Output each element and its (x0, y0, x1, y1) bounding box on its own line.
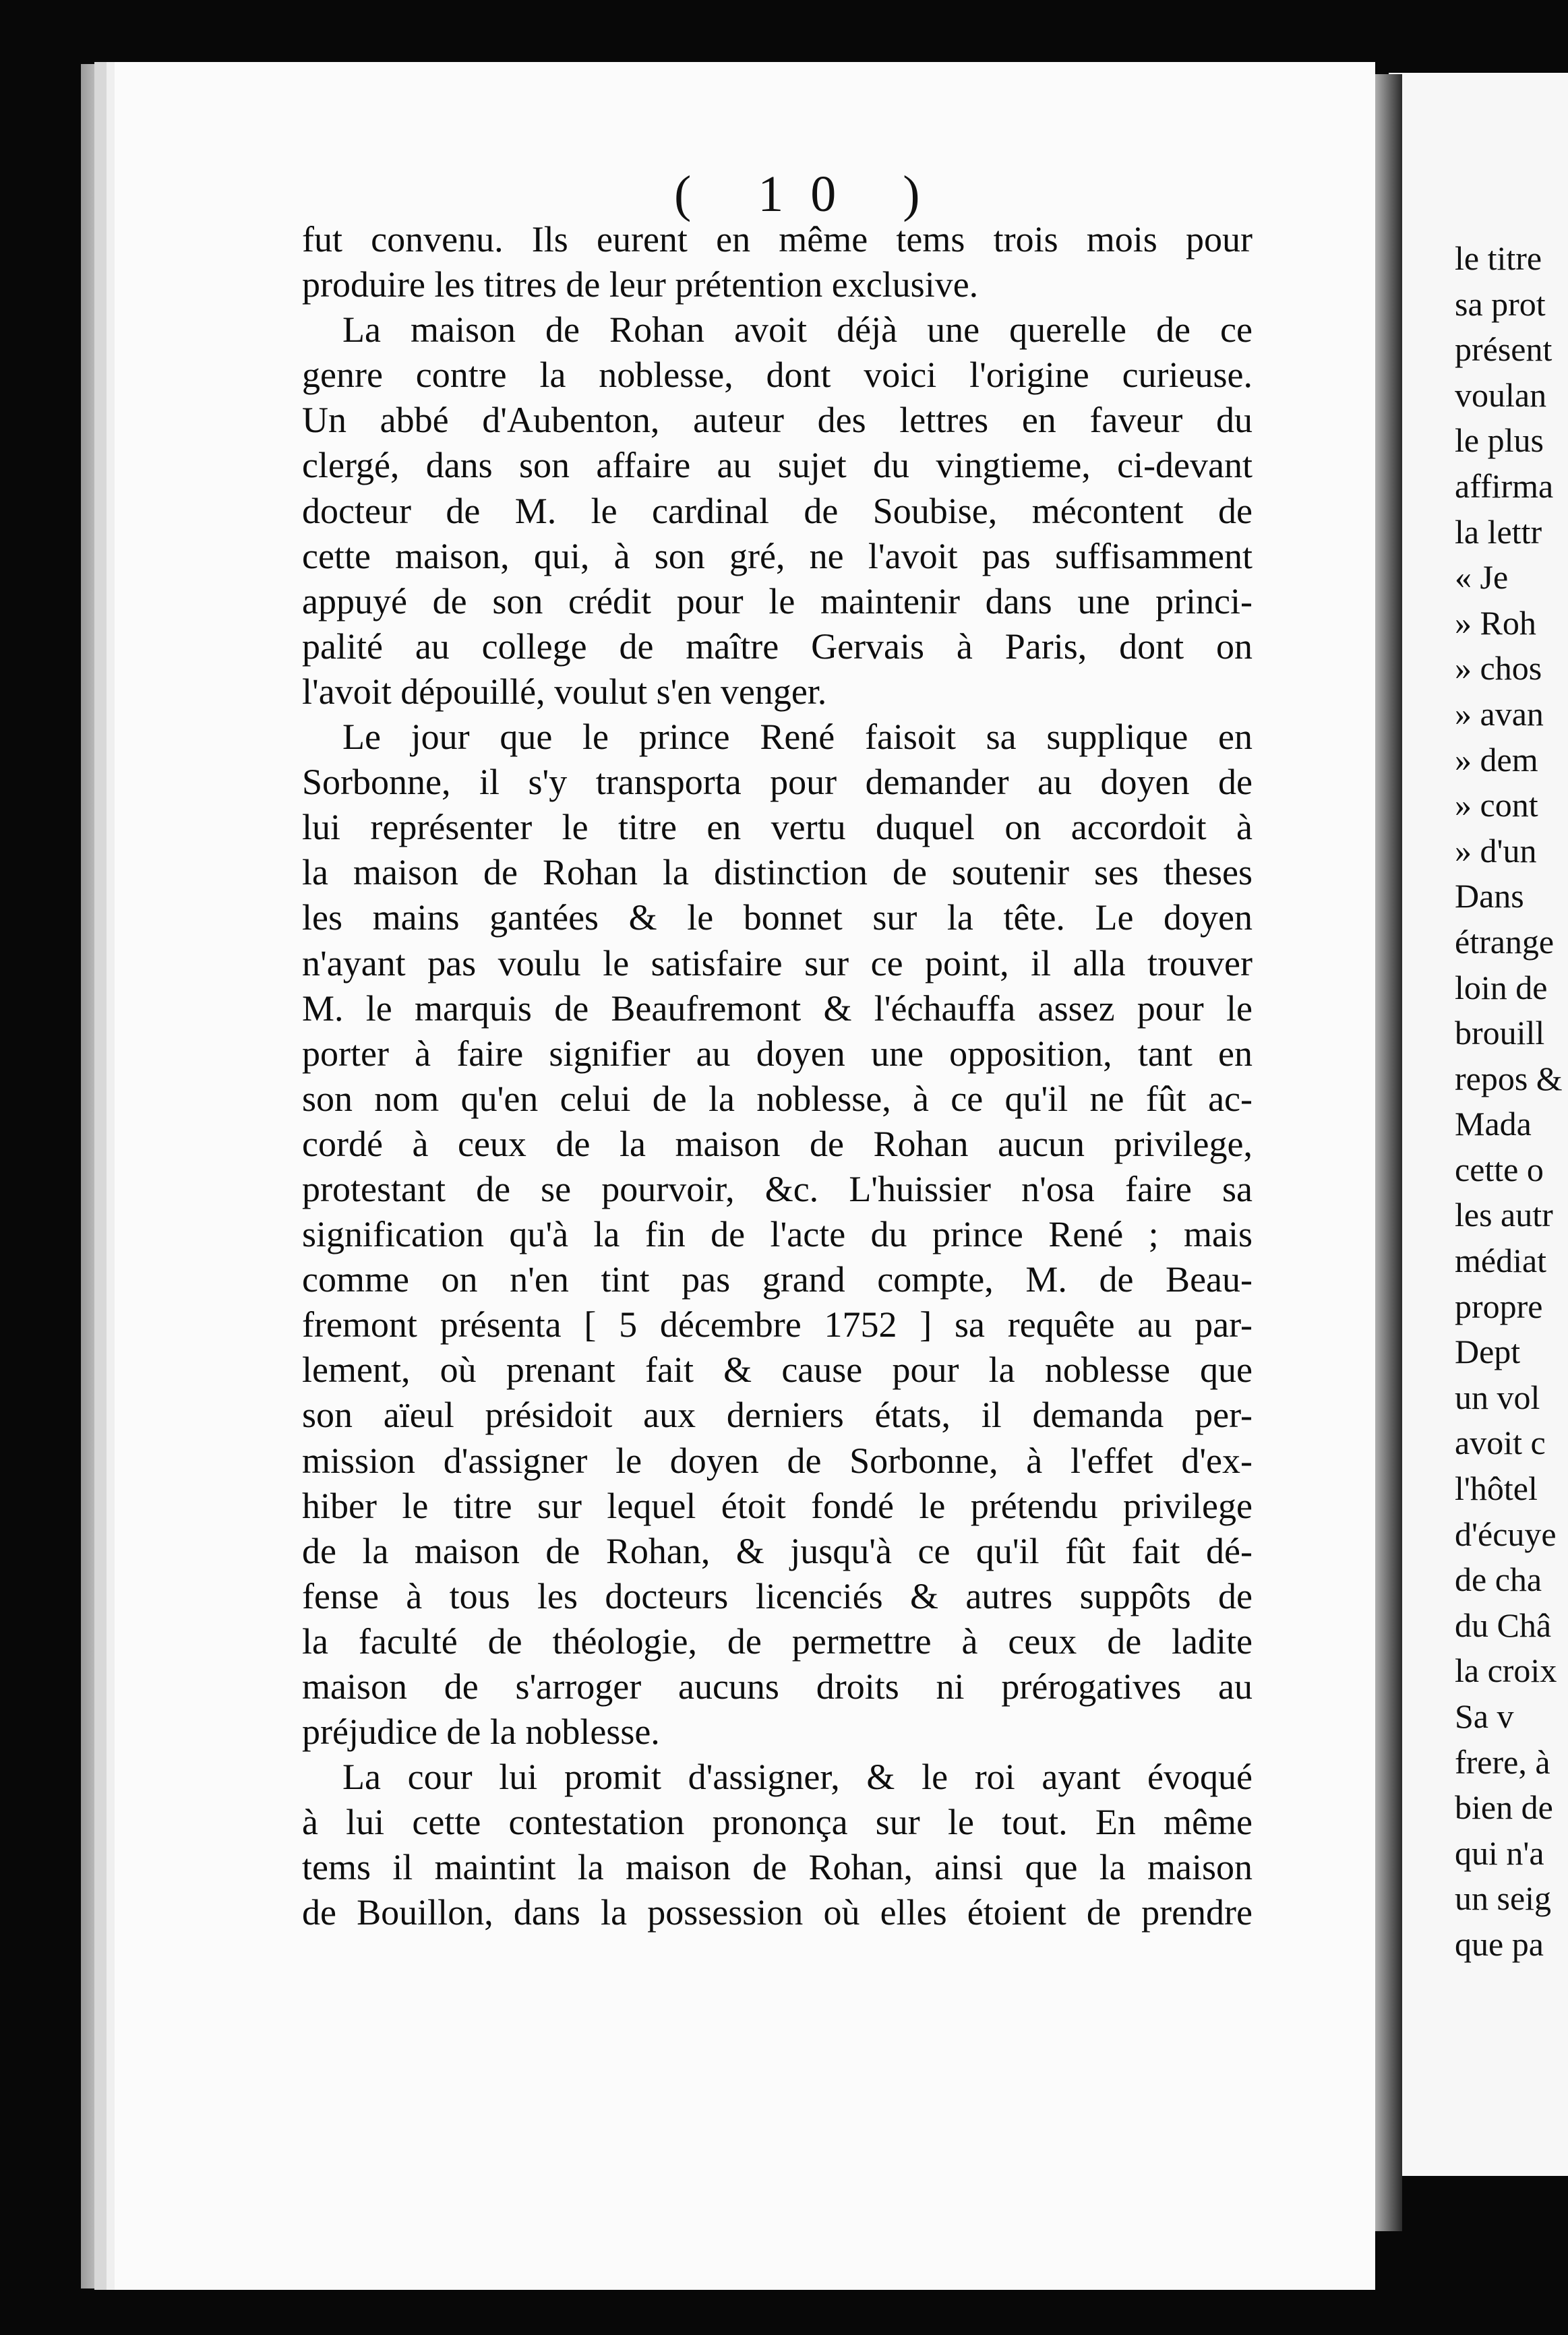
text-line: de la maison de Rohan, & jusqu'à ce qu'il fût fait dé- (302, 1530, 1253, 1571)
facing-text-line: présent (1455, 330, 1552, 369)
text-line: les mains gantées & le bonnet sur la tête. Le doyen (302, 897, 1253, 938)
facing-text-line: Sa v (1455, 1697, 1514, 1735)
text-line: appuyé de son crédit pour le maintenir dans une princi- (302, 580, 1253, 621)
page-number: ( 10 ) (674, 166, 947, 222)
text-line: La cour lui promit d'assigner, & le roi ayant évoqué (342, 1757, 1253, 1798)
facing-text-line: qui n'a (1455, 1833, 1544, 1872)
facing-text-line: affirma (1455, 466, 1554, 505)
text-line: n'ayant pas voulu le satisfaire sur ce point, il alla trouver (302, 942, 1253, 983)
text-line: palité au college de maître Gervais à Paris, dont on (302, 626, 1253, 667)
text-line: tems il maintint la maison de Rohan, ainsi que la maison (302, 1847, 1253, 1888)
text-line: son nom qu'en celui de la noblesse, à ce qu'il ne fût ac- (302, 1078, 1253, 1119)
text-line: Sorbonne, il s'y transporta pour demander au doyen de (302, 762, 1253, 803)
facing-text-line: d'écuye (1455, 1515, 1557, 1553)
facing-text-line: le plus (1455, 421, 1544, 460)
text-line: docteur de M. le cardinal de Soubise, mécontent de (302, 490, 1253, 531)
text-line: de Bouillon, dans la possession où elles étoient de prendre (302, 1892, 1253, 1933)
text-line: hiber le titre sur lequel étoit fondé le prétendu privilege (302, 1485, 1253, 1526)
facing-text-line: que pa (1455, 1924, 1544, 1963)
text-line: préjudice de la noblesse. (302, 1711, 660, 1753)
text-line: fremont présenta [ 5 décembre 1752 ] sa requête au par- (302, 1304, 1253, 1345)
facing-text-line: brouill (1455, 1014, 1545, 1052)
text-line: protestant de se pourvoir, &c. L'huissier n'osa faire sa (302, 1168, 1253, 1209)
text-line: lui représenter le titre en vertu duquel on accordoit à (302, 807, 1253, 848)
facing-text-line: » d'un (1455, 831, 1537, 870)
text-line: comme on n'en tint pas grand compte, M. de Beau- (302, 1259, 1253, 1300)
facing-text-line: » Roh (1455, 603, 1536, 642)
facing-text-line: la lettr (1455, 512, 1542, 551)
facing-text-line: loin de (1455, 968, 1548, 1006)
text-line: fense à tous les docteurs licenciés & autres suppôts de (302, 1575, 1253, 1616)
text-line: lement, où prenant fait & cause pour la noblesse que (302, 1350, 1253, 1391)
facing-text-line: » cont (1455, 786, 1538, 824)
facing-text-line: médiat (1455, 1242, 1547, 1280)
facing-text-line: Mada (1455, 1105, 1532, 1143)
facing-text-line: voulan (1455, 375, 1547, 414)
facing-text-line: avoit c (1455, 1424, 1546, 1462)
facing-text-line: Dept (1455, 1333, 1521, 1371)
facing-text-line: les autr (1455, 1196, 1553, 1234)
facing-text-line: le titre (1455, 239, 1542, 277)
text-line: son aïeul présidoit aux derniers états, il demanda per- (302, 1395, 1253, 1436)
page-body-text (302, 217, 1253, 1936)
facing-text-line: un seig (1455, 1879, 1552, 1918)
text-line: Un abbé d'Aubenton, auteur des lettres en faveur du (302, 400, 1253, 441)
facing-text-line: » dem (1455, 740, 1538, 779)
text-line: M. le marquis de Beaufremont & l'échauffa assez pour le (302, 988, 1253, 1029)
facing-text-line: frere, à (1455, 1742, 1550, 1781)
facing-text-line: repos & (1455, 1059, 1563, 1097)
facing-text-line: la croix (1455, 1651, 1557, 1690)
text-line: Le jour que le prince René faisoit sa supplique en (342, 717, 1253, 758)
facing-text-line: cette o (1455, 1150, 1544, 1188)
text-line: à lui cette contestation prononça sur le tout. En même (302, 1802, 1253, 1843)
text-line: mission d'assigner le doyen de Sorbonne, à l'effet d'ex- (302, 1440, 1253, 1481)
text-line: clergé, dans son affaire au sujet du vingtieme, ci-devant (302, 445, 1253, 486)
text-line: cordé à ceux de la maison de Rohan aucun privilege, (302, 1123, 1253, 1164)
facing-text-line: l'hôtel (1455, 1469, 1538, 1508)
facing-text-line: propre (1455, 1287, 1543, 1325)
text-line: fut convenu. Ils eurent en même tems trois mois pour (302, 219, 1253, 260)
text-line: signification qu'à la fin de l'acte du prince René ; mais (302, 1214, 1253, 1255)
text-line: la maison de Rohan la distinction de soutenir ses theses (302, 852, 1253, 893)
facing-page-text (1455, 236, 1563, 1968)
text-line: La maison de Rohan avoit déjà une querelle de ce (342, 309, 1253, 351)
facing-text-line: sa prot (1455, 284, 1546, 323)
facing-text-line: Dans (1455, 877, 1524, 915)
facing-text-line: bien de (1455, 1788, 1553, 1827)
text-line: porter à faire signifier au doyen une opposition, tant en (302, 1033, 1253, 1074)
text-line: produire les titres de leur prétention exclusive. (302, 264, 979, 305)
facing-text-line: étrange (1455, 922, 1555, 961)
text-line: cette maison, qui, à son gré, ne l'avoit pas suffisamment (302, 535, 1253, 576)
facing-text-line: » chos (1455, 649, 1542, 688)
text-line: maison de s'arroger aucuns droits ni prérogatives au (302, 1666, 1253, 1707)
facing-text-line: un vol (1455, 1378, 1540, 1416)
facing-text-line: « Je (1455, 558, 1509, 597)
facing-text-line: de cha (1455, 1560, 1542, 1599)
facing-text-line: du Châ (1455, 1606, 1552, 1644)
text-line: la faculté de théologie, de permettre à ceux de ladite (302, 1620, 1253, 1662)
facing-text-line: » avan (1455, 694, 1544, 733)
text-line: genre contre la noblesse, dont voici l'origine curieuse. (302, 355, 1253, 396)
text-line: l'avoit dépouillé, voulut s'en venger. (302, 671, 827, 712)
